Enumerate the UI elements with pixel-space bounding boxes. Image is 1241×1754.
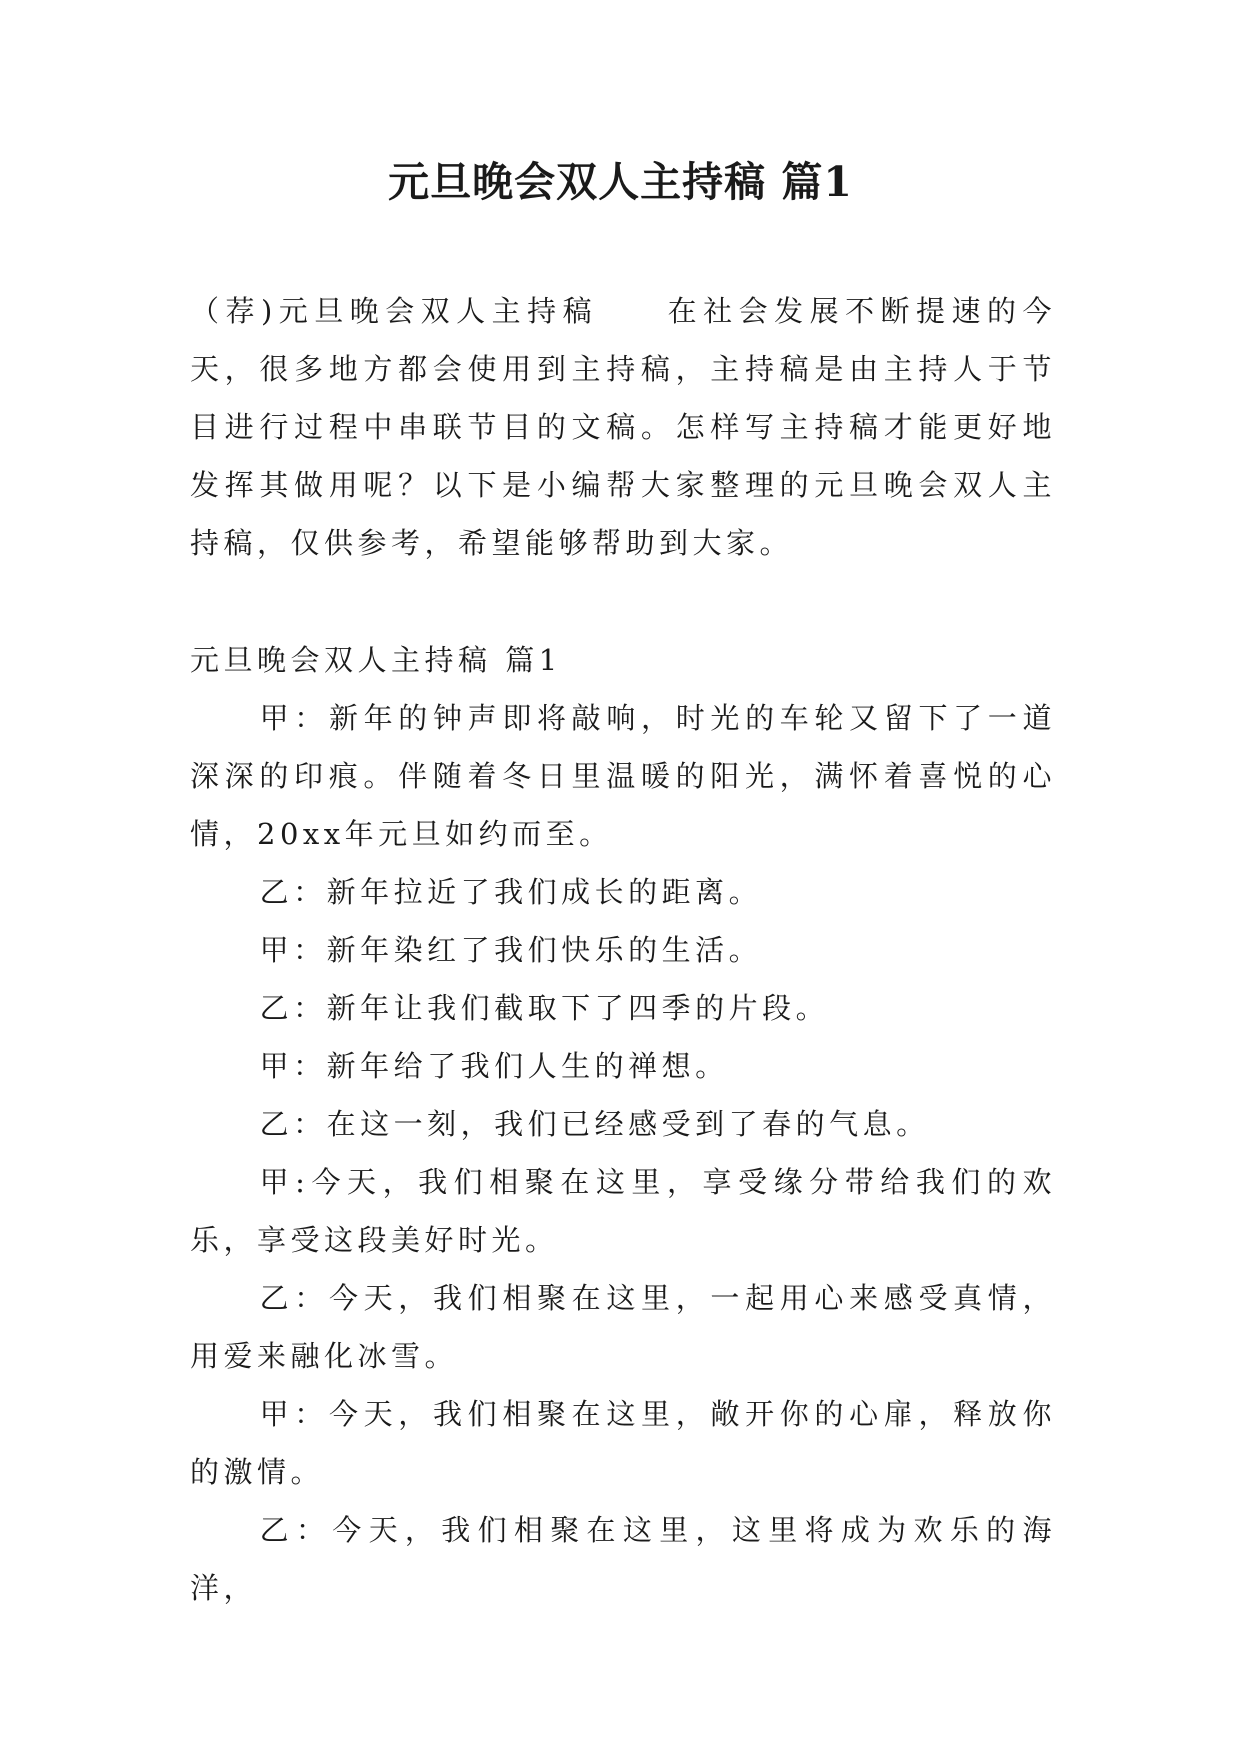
dialogue-line: 乙：新年让我们截取下了四季的片段。 xyxy=(259,991,830,1025)
dialogue-line: 乙：在这一刻，我们已经感受到了春的气息。 xyxy=(259,1107,930,1141)
section-heading: 元旦晚会双人主持稿 篇1 xyxy=(190,643,562,677)
intro-text: 在社会发展不断提速的今天，很多地方都会使用到主持稿，主持稿是由主持人于节目进行过程中串联节目的文稿。怎样写主持稿才能更好地发挥其做用呢？以下是小编帮大家整理的元旦晚会双人主持稿，仅供参考，希望能够帮助到大家。 xyxy=(190,294,1056,560)
document-title: 元旦晚会双人主持稿 篇1 xyxy=(388,158,853,206)
dialogue-line: 乙：新年拉近了我们成长的距离。 xyxy=(259,875,763,909)
dialogue-line: 甲：新年的钟声即将敲响，时光的车轮又留下了一道深深的印痕。伴随着冬日里温暖的阳光，满怀着喜悦的心情，20xx年元旦如约而至。 xyxy=(190,701,1056,851)
intro-lead-title: （荐)元旦晚会双人主持稿 xyxy=(190,294,599,328)
script-body xyxy=(190,631,1056,1617)
dialogue-line: 乙：今天，我们相聚在这里，一起用心来感受真情，用爱来融化冰雪。 xyxy=(190,1281,1056,1373)
dialogue-line: 甲：新年给了我们人生的禅想。 xyxy=(259,1049,729,1083)
dialogue-line: 甲：今天，我们相聚在这里，敞开你的心扉，释放你的激情。 xyxy=(190,1397,1056,1489)
intro-paragraph xyxy=(190,282,1056,572)
dialogue-line: 甲：新年染红了我们快乐的生活。 xyxy=(259,933,763,967)
intro-section xyxy=(190,282,1056,572)
dialogue-line: 乙：今天，我们相聚在这里，这里将成为欢乐的海洋， xyxy=(190,1513,1056,1605)
dialogue-line: 甲:今天，我们相聚在这里，享受缘分带给我们的欢乐，享受这段美好时光。 xyxy=(190,1165,1056,1257)
